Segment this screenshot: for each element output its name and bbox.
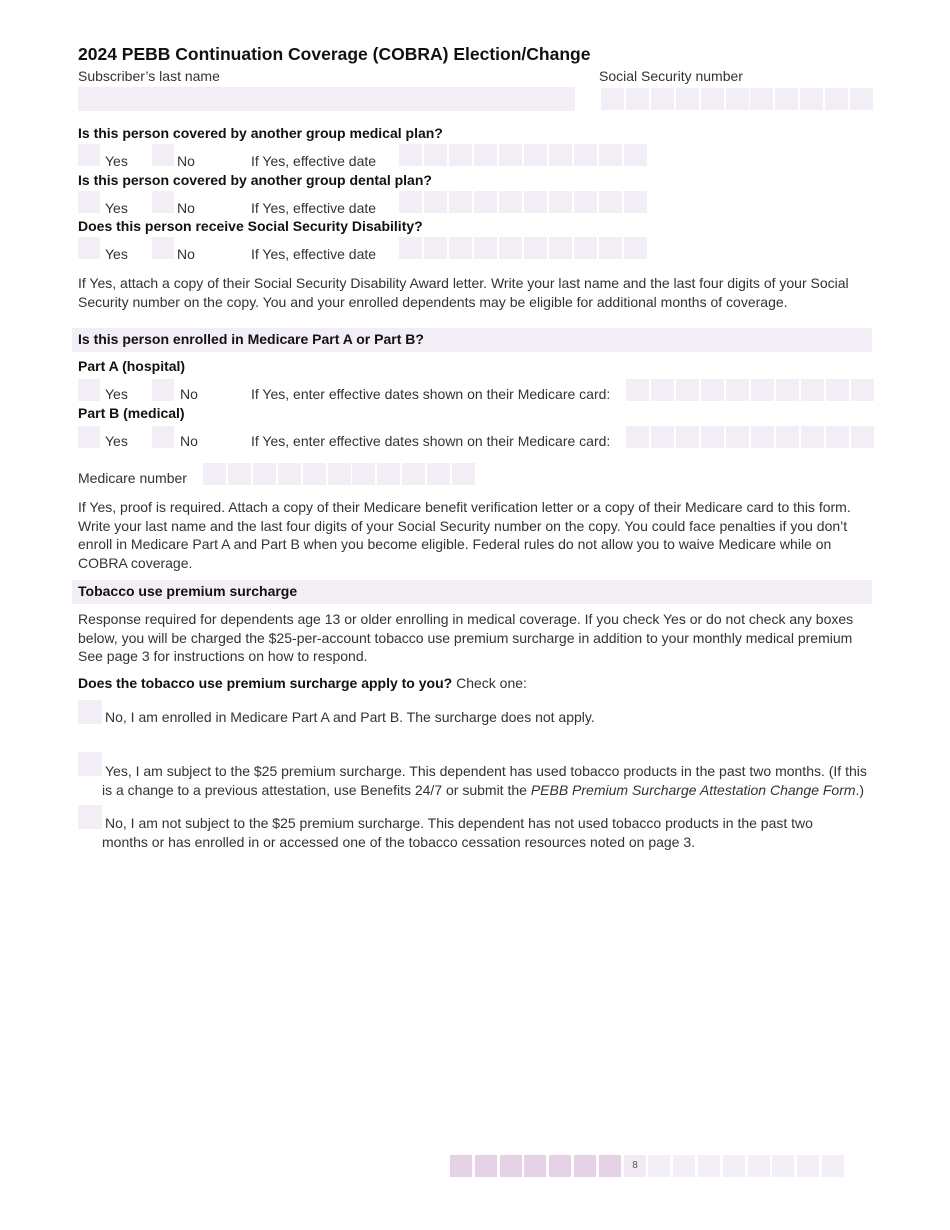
input-cell (352, 463, 375, 485)
page-tab (673, 1155, 695, 1177)
medical-plan-question: Is this person covered by another group medical plan? (78, 125, 443, 141)
dental-effective-date-label: If Yes, effective date (251, 200, 377, 216)
disability-no-label: No (177, 246, 195, 262)
input-cell (574, 191, 597, 213)
page-tab (772, 1155, 794, 1177)
input-cell (278, 463, 301, 485)
input-cell (524, 144, 547, 166)
medicare-number-input[interactable] (203, 463, 475, 485)
input-cell (676, 88, 699, 110)
page-tab (475, 1155, 497, 1177)
page-tab (450, 1155, 472, 1177)
input-cell (399, 191, 422, 213)
input-cell (203, 463, 226, 485)
page-tab (549, 1155, 571, 1177)
medical-yes-label: Yes (105, 153, 128, 169)
input-cell (377, 463, 400, 485)
tobacco-medicare-checkbox[interactable] (78, 700, 102, 724)
input-cell (651, 379, 674, 401)
page-tab (698, 1155, 720, 1177)
input-cell (474, 237, 497, 259)
part-b-yes-label: Yes (105, 433, 128, 449)
input-cell (726, 88, 749, 110)
input-cell (424, 191, 447, 213)
medicare-note: If Yes, proof is required. Attach a copy of their Medicare benefit verification letter or a copy of their Medicare card to this form. Write your last name and the last four digits of your Social Security number on the copy. You could face penalties if you don’t enroll in Medicare Part A and Part B when you become eligible. Federal rules do not allow you to waive Medicare while on COBRA coverage. (78, 499, 851, 571)
input-cell (399, 144, 422, 166)
input-cell (399, 237, 422, 259)
tobacco-no-option: No, I am not subject to the $25 premium surcharge. This dependent has not used tobacco products in the past two months or has enrolled in or accessed one of the tobacco cessation resources noted on page 3. (102, 815, 813, 850)
disability-note: If Yes, attach a copy of their Social Security Disability Award letter. Write your last name and the last four digits of your Social Security number on the copy. You and your enrolled dependents may be eligible for additional months of coverage. (78, 275, 849, 310)
tobacco-medicare-option: No, I am enrolled in Medicare Part A and Part B. The surcharge does not apply. (105, 709, 595, 725)
medical-yes-checkbox[interactable] (78, 144, 100, 166)
part-a-dates-label: If Yes, enter effective dates shown on their Medicare card: (251, 386, 611, 402)
current-page-number: 8 (624, 1155, 646, 1177)
medical-no-label: No (177, 153, 195, 169)
medicare-heading: Is this person enrolled in Medicare Part A or Part B? (78, 331, 424, 347)
input-cell (599, 237, 622, 259)
page-tab (748, 1155, 770, 1177)
input-cell (574, 144, 597, 166)
input-cell (449, 144, 472, 166)
input-cell (499, 237, 522, 259)
input-cell (626, 88, 649, 110)
input-cell (574, 237, 597, 259)
input-cell (402, 463, 425, 485)
subscriber-last-name-label: Subscriber’s last name (78, 68, 220, 84)
input-cell (599, 191, 622, 213)
page-title: 2024 PEBB Continuation Coverage (COBRA) Election/Change (78, 44, 591, 64)
input-cell (801, 379, 824, 401)
medical-no-checkbox[interactable] (152, 144, 174, 166)
part-b-effective-date-input[interactable] (626, 426, 874, 448)
input-cell (626, 379, 649, 401)
dental-plan-question: Is this person covered by another group dental plan? (78, 172, 432, 188)
input-cell (599, 144, 622, 166)
part-b-no-label: No (180, 433, 198, 449)
tobacco-instructions: Response required for dependents age 13 or older enrolling in medical coverage. If you check Yes or do not check any boxes below, you will be charged the $25-per-account tobacco use premium surcharge in addition to your monthly medical premium See page 3 for instructions on how to respond. (78, 611, 854, 664)
input-cell (775, 88, 798, 110)
part-a-yes-checkbox[interactable] (78, 379, 100, 401)
input-cell (424, 237, 447, 259)
input-cell (676, 379, 699, 401)
part-a-effective-date-input[interactable] (626, 379, 874, 401)
page-tab (574, 1155, 596, 1177)
input-cell (826, 426, 849, 448)
part-a-no-checkbox[interactable] (152, 379, 174, 401)
input-cell (651, 426, 674, 448)
input-cell (499, 191, 522, 213)
tobacco-heading: Tobacco use premium surcharge (78, 583, 298, 599)
tobacco-yes-end: .) (855, 781, 865, 798)
disability-yes-label: Yes (105, 246, 128, 262)
part-a-no-label: No (180, 386, 198, 402)
input-cell (750, 88, 773, 110)
tobacco-question: Does the tobacco use premium surcharge apply to you? (78, 675, 453, 691)
page-tab (723, 1155, 745, 1177)
input-cell (850, 88, 873, 110)
input-cell (452, 463, 475, 485)
tobacco-yes-checkbox[interactable] (78, 752, 102, 776)
input-cell (624, 191, 647, 213)
check-one-label: Check one: (452, 675, 527, 691)
input-cell (651, 88, 674, 110)
page-tab (524, 1155, 546, 1177)
input-cell (253, 463, 276, 485)
ssn-label: Social Security number (599, 68, 743, 84)
part-b-dates-label: If Yes, enter effective dates shown on their Medicare card: (251, 433, 611, 449)
input-cell (776, 379, 799, 401)
medicare-number-label: Medicare number (78, 470, 187, 486)
page-tab (822, 1155, 844, 1177)
medical-effective-date-input[interactable] (399, 144, 647, 166)
tobacco-question-line (78, 675, 527, 691)
page-tab (797, 1155, 819, 1177)
disability-no-checkbox[interactable] (152, 237, 174, 259)
disability-effective-date-label: If Yes, effective date (251, 246, 377, 262)
part-a-yes-label: Yes (105, 386, 128, 402)
input-cell (751, 379, 774, 401)
page-tab (648, 1155, 670, 1177)
disability-effective-date-input[interactable] (399, 237, 647, 259)
dental-no-label: No (177, 200, 195, 216)
input-cell (851, 379, 874, 401)
input-cell (424, 144, 447, 166)
medicare-section-header (72, 328, 872, 352)
input-cell (303, 463, 326, 485)
part-b-yes-checkbox[interactable] (78, 426, 100, 448)
dental-no-checkbox[interactable] (152, 191, 174, 213)
input-cell (676, 426, 699, 448)
input-cell (851, 426, 874, 448)
input-cell (427, 463, 450, 485)
attestation-change-form-title: PEBB Premium Surcharge Attestation Change Form (530, 781, 856, 798)
input-cell (449, 191, 472, 213)
input-cell (601, 88, 624, 110)
input-cell (624, 237, 647, 259)
input-cell (449, 237, 472, 259)
ssn-input[interactable] (601, 88, 873, 110)
input-cell (624, 144, 647, 166)
dental-yes-checkbox[interactable] (78, 191, 100, 213)
input-cell (524, 191, 547, 213)
input-cell (549, 144, 572, 166)
input-cell (751, 426, 774, 448)
input-cell (701, 379, 724, 401)
input-cell (549, 191, 572, 213)
disability-question: Does this person receive Social Security Disability? (78, 218, 423, 234)
tobacco-section-header (72, 580, 872, 604)
dental-effective-date-input[interactable] (399, 191, 647, 213)
page-tab (500, 1155, 522, 1177)
page-indicator (450, 1155, 850, 1177)
input-cell (549, 237, 572, 259)
input-cell (776, 426, 799, 448)
input-cell (626, 426, 649, 448)
input-cell (726, 379, 749, 401)
input-cell (474, 191, 497, 213)
dental-yes-label: Yes (105, 200, 128, 216)
disability-yes-checkbox[interactable] (78, 237, 100, 259)
medicare-part-a-label: Part A (hospital) (78, 358, 186, 374)
medical-effective-date-label: If Yes, effective date (251, 153, 377, 169)
input-cell (524, 237, 547, 259)
part-b-no-checkbox[interactable] (152, 426, 174, 448)
tobacco-yes-option (102, 762, 877, 799)
medicare-part-b-label: Part B (medical) (78, 405, 185, 421)
input-cell (701, 88, 724, 110)
page-tab (599, 1155, 621, 1177)
input-cell (801, 426, 824, 448)
tobacco-yes-text: Yes, I am subject to the $25 premium surcharge. This dependent has used tobacco products in the past two months. (If this is a change to a previous attestation, use Benefits 24/7 or submit the (102, 763, 867, 798)
input-cell (499, 144, 522, 166)
input-cell (726, 426, 749, 448)
input-cell (328, 463, 351, 485)
input-cell (474, 144, 497, 166)
subscriber-last-name-input[interactable] (78, 87, 575, 111)
input-cell (701, 426, 724, 448)
tobacco-no-checkbox[interactable] (78, 805, 102, 829)
input-cell (800, 88, 823, 110)
input-cell (228, 463, 251, 485)
input-cell (826, 379, 849, 401)
input-cell (825, 88, 848, 110)
